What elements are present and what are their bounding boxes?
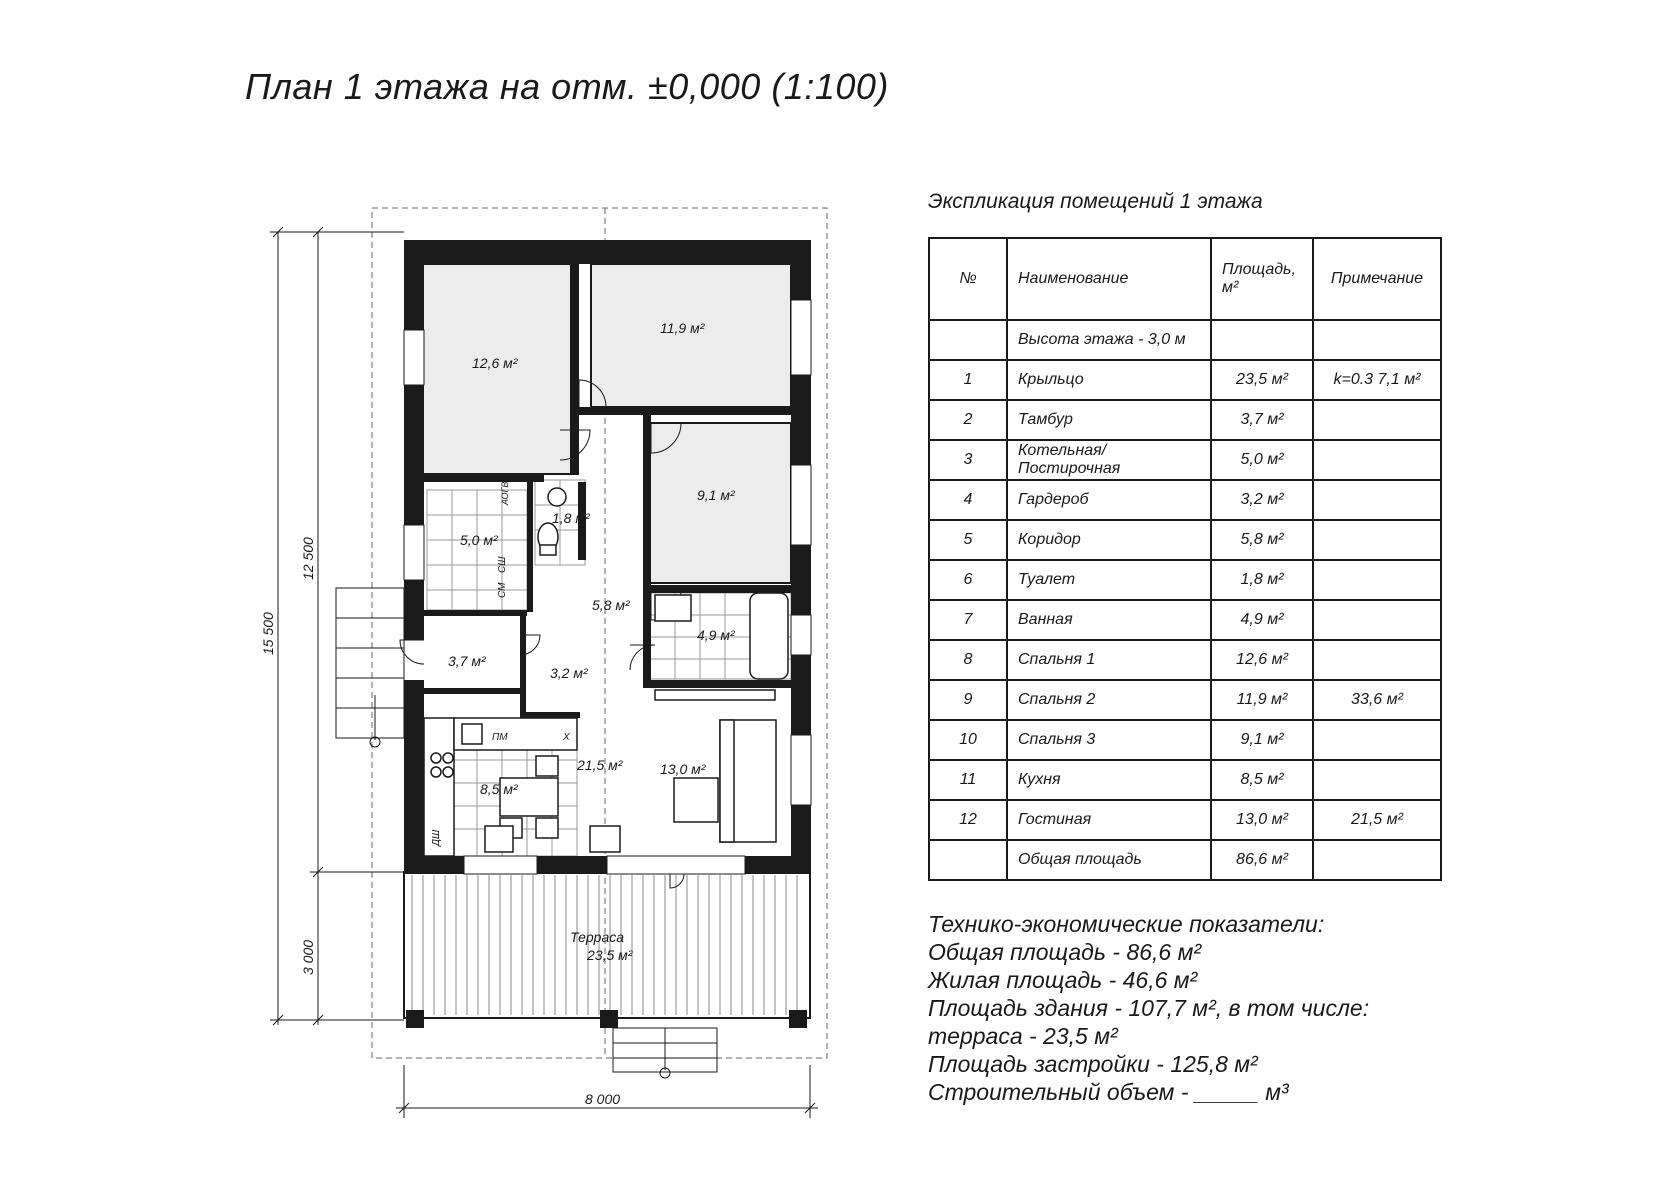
table-row: 6 Туалет 1,8 м² bbox=[929, 560, 1441, 600]
technical-indicators bbox=[928, 910, 1369, 1106]
vestibule-area: 3,7 м² bbox=[448, 653, 486, 669]
bedroom3-floor bbox=[650, 423, 791, 583]
table-row: 9 Спальня 2 11,9 м² 33,6 м² bbox=[929, 680, 1441, 720]
header-note: Примечание bbox=[1313, 238, 1441, 320]
table-row: 3 Котельная/ Постирочная 5,0 м² bbox=[929, 440, 1441, 480]
kitchen-living-area: 21,5 м² bbox=[577, 757, 623, 773]
kitchen-area: 8,5 м² bbox=[480, 781, 518, 797]
explication-table bbox=[928, 237, 1442, 881]
table-row bbox=[929, 320, 1441, 360]
header-area: Площадь, м² bbox=[1211, 238, 1313, 320]
indicator-footprint: Площадь застройки - 125,8 м² bbox=[928, 1051, 1258, 1077]
washer-label: СМ bbox=[497, 582, 508, 598]
dishwasher2-label: ДШ bbox=[431, 829, 442, 846]
terrace-outline bbox=[404, 872, 810, 1018]
indicator-terrace: терраса - 23,5 м² bbox=[928, 1023, 1118, 1049]
explication-title: Экспликация помещений 1 этажа bbox=[928, 190, 1263, 213]
toilet-area: 1,8 м² bbox=[552, 510, 590, 526]
table-header-row bbox=[929, 238, 1441, 320]
total-area: 86,6 м² bbox=[1211, 840, 1313, 880]
boiler-label: АОГВ bbox=[500, 481, 510, 505]
floor-height: Высота этажа - 3,0 м bbox=[1007, 320, 1211, 360]
wardrobe-area: 3,2 м² bbox=[550, 665, 588, 681]
table-total-row bbox=[929, 840, 1441, 880]
bedroom1-area: 12,6 м² bbox=[472, 355, 518, 371]
terrace-name: Терраса bbox=[570, 929, 625, 945]
table-row: 8 Спальня 1 12,6 м² bbox=[929, 640, 1441, 680]
table-row: 1 Крыльцо 23,5 м² k=0.3 7,1 м² bbox=[929, 360, 1441, 400]
dishwasher-label: ПМ bbox=[492, 732, 508, 743]
table-row: 12 Гостиная 13,0 м² 21,5 м² bbox=[929, 800, 1441, 840]
indicator-volume: Строительный объем - _____ м³ bbox=[928, 1079, 1289, 1105]
boiler-area: 5,0 м² bbox=[460, 532, 498, 548]
bedroom3-area: 9,1 м² bbox=[697, 487, 735, 503]
table-row: 2 Тамбур 3,7 м² bbox=[929, 400, 1441, 440]
indicator-building-area: Площадь здания - 107,7 м², в том числе: bbox=[928, 995, 1370, 1021]
table-row: 7 Ванная 4,9 м² bbox=[929, 600, 1441, 640]
indicator-living-area: Жилая площадь - 46,6 м² bbox=[928, 967, 1198, 993]
indicator-total-area: Общая площадь - 86,6 м² bbox=[928, 939, 1202, 965]
fridge-label: Х bbox=[563, 732, 570, 743]
bedroom2-area: 11,9 м² bbox=[660, 320, 705, 336]
header-name: Наименование bbox=[1007, 238, 1211, 320]
table-row: 11 Кухня 8,5 м² bbox=[929, 760, 1441, 800]
indicators-title: Технико-экономические показатели: bbox=[928, 911, 1325, 937]
header-no: № bbox=[929, 238, 1007, 320]
corridor-area: 5,8 м² bbox=[592, 597, 630, 613]
dryer-label: СШ bbox=[497, 556, 508, 573]
dim-width: 8 000 bbox=[585, 1091, 621, 1107]
table-row: 10 Спальня 3 9,1 м² bbox=[929, 720, 1441, 760]
page-title: План 1 этажа на отм. ±0,000 (1:100) bbox=[245, 66, 889, 107]
total-name: Общая площадь bbox=[1007, 840, 1211, 880]
table-row: 4 Гардероб 3,2 м² bbox=[929, 480, 1441, 520]
dim-total-height: 15 500 bbox=[260, 612, 276, 655]
dim-terrace-height: 3 000 bbox=[300, 939, 316, 975]
table-row: 5 Коридор 5,8 м² bbox=[929, 520, 1441, 560]
terrace-area: 23,5 м² bbox=[587, 947, 633, 963]
dim-house-height: 12 500 bbox=[300, 537, 316, 580]
bathroom-area: 4,9 м² bbox=[697, 627, 735, 643]
terrace-boards bbox=[412, 875, 797, 1015]
living-area: 13,0 м² bbox=[660, 761, 706, 777]
